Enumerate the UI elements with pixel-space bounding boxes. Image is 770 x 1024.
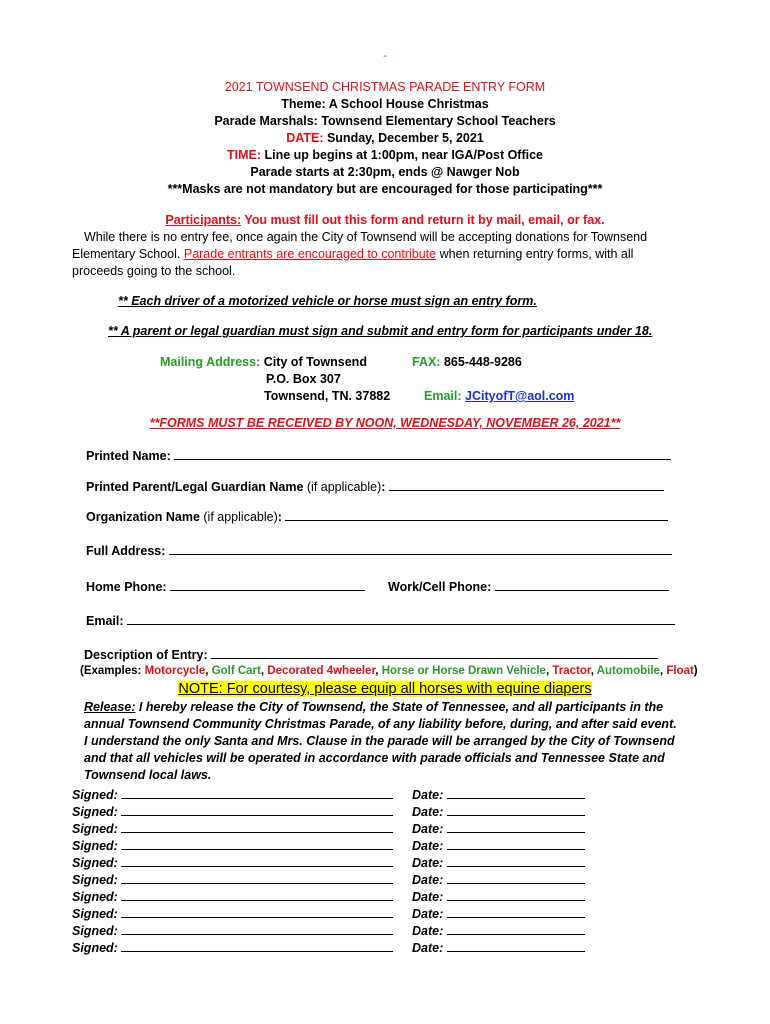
donation-para-2-start: Elementary School. <box>72 247 184 261</box>
signature-date-field[interactable] <box>447 821 585 833</box>
signed-label: Signed: <box>72 856 122 870</box>
full-address-row <box>86 543 672 558</box>
deadline-line: **FORMS MUST BE RECEIVED BY NOON, WEDNESDAY, NOVEMBER 26, 2021** <box>149 416 621 430</box>
signed-label: Signed: <box>72 890 122 904</box>
time-line <box>0 148 770 162</box>
full-address-field[interactable] <box>169 543 672 555</box>
theme-line: Theme: A School House Christmas <box>281 97 489 111</box>
email-link[interactable]: JCityofT@aol.com <box>465 389 575 403</box>
signed-label: Signed: <box>72 941 122 955</box>
printed-name-label: Printed Name: <box>86 449 171 463</box>
fax-label: FAX: <box>412 355 441 369</box>
signature-row <box>72 906 393 921</box>
release-label: Release: <box>84 700 136 714</box>
date-row <box>412 787 585 802</box>
home-phone-label: Home Phone: <box>86 580 167 594</box>
fax-value: 865-448-9286 <box>440 355 522 369</box>
signature-date-label: Date: <box>412 924 447 938</box>
organization-label: Organization Name <box>86 510 200 524</box>
date-row <box>412 923 585 938</box>
signature-field[interactable] <box>121 787 393 799</box>
top-mark: - <box>383 50 387 62</box>
signed-label: Signed: <box>72 805 122 819</box>
work-phone-field[interactable] <box>495 579 669 591</box>
marshals-line: Parade Marshals: Townsend Elementary School Teachers <box>214 114 556 128</box>
signature-row <box>72 787 393 802</box>
signature-date-field[interactable] <box>447 906 585 918</box>
signature-date-label: Date: <box>412 941 447 955</box>
description-row <box>84 647 658 662</box>
signature-date-field[interactable] <box>447 838 585 850</box>
organization-if-applicable: (if applicable) <box>199 510 278 524</box>
email-field-label: Email: <box>86 614 124 628</box>
example-separator: , <box>375 665 382 677</box>
release-text-1: I hereby release the City of Townsend, the State of Tennessee, and all participants in the <box>135 700 664 714</box>
date-label: DATE: <box>286 131 324 145</box>
date-row <box>412 906 585 921</box>
participants-label: Participants: <box>165 213 242 227</box>
note-line-wrap <box>0 681 770 697</box>
home-phone-field[interactable] <box>170 579 365 591</box>
email-contact-label: Email: <box>424 389 462 403</box>
email-field[interactable] <box>127 613 675 625</box>
form-title: 2021 TOWNSEND CHRISTMAS PARADE ENTRY FORM <box>224 80 546 94</box>
mailing-address-value-1: City of Townsend <box>260 355 367 369</box>
signature-date-label: Date: <box>412 788 447 802</box>
home-phone-row <box>86 579 365 594</box>
examples-close: ) <box>693 665 698 677</box>
donation-para-2-end: when returning entry forms, with all <box>436 247 634 261</box>
time-label: TIME: <box>226 148 261 162</box>
example-item: Motorcycle <box>144 665 206 677</box>
signature-field[interactable] <box>121 804 393 816</box>
signature-row <box>72 804 393 819</box>
date-value: Sunday, December 5, 2021 <box>323 131 484 145</box>
release-line-2: annual Townsend Community Christmas Parade, of any liability before, during, and after said event. <box>84 717 677 731</box>
signature-row <box>72 923 393 938</box>
donation-para-2 <box>72 247 633 261</box>
guardian-colon: : <box>381 480 386 494</box>
examples-line <box>80 665 698 677</box>
signature-date-field[interactable] <box>447 787 585 799</box>
example-separator: , <box>260 665 268 677</box>
participants-line <box>0 213 770 227</box>
guardian-name-label: Printed Parent/Legal Guardian Name <box>86 480 304 494</box>
signature-field[interactable] <box>121 906 393 918</box>
signed-label: Signed: <box>72 873 122 887</box>
guardian-if-applicable: (if applicable) <box>303 480 382 494</box>
signature-row <box>72 855 393 870</box>
signature-date-field[interactable] <box>447 872 585 884</box>
signed-label: Signed: <box>72 839 122 853</box>
mailing-address-line1 <box>160 355 367 369</box>
organization-colon: : <box>277 510 282 524</box>
examples-open: (Examples: <box>80 665 145 677</box>
signature-date-label: Date: <box>412 890 447 904</box>
date-row <box>412 821 585 836</box>
description-field[interactable] <box>211 647 658 659</box>
signature-date-label: Date: <box>412 873 447 887</box>
driver-note: ** Each driver of a motorized vehicle or horse must sign an entry form. <box>118 294 537 308</box>
parade-start-line: Parade starts at 2:30pm, ends @ Nawger Nob <box>250 165 520 179</box>
mailing-address-label: Mailing Address: <box>160 355 261 369</box>
signature-field[interactable] <box>121 872 393 884</box>
signed-label: Signed: <box>72 788 122 802</box>
example-separator: , <box>590 665 597 677</box>
date-row <box>412 855 585 870</box>
date-line <box>0 131 770 145</box>
signed-label: Signed: <box>72 924 122 938</box>
example-item: Float <box>666 665 694 677</box>
mailing-address-line2: P.O. Box 307 <box>266 372 341 386</box>
signature-field[interactable] <box>121 923 393 935</box>
signature-field[interactable] <box>121 838 393 850</box>
signature-date-label: Date: <box>412 839 447 853</box>
work-phone-label: Work/Cell Phone: <box>388 580 492 594</box>
release-line-1 <box>84 700 663 714</box>
signature-date-field[interactable] <box>447 940 585 952</box>
date-row <box>412 804 585 819</box>
guardian-name-row <box>86 479 664 494</box>
release-line-3: I understand the only Santa and Mrs. Clause in the parade will be arranged by the City of Townsend <box>84 734 675 748</box>
description-label: Description of Entry: <box>84 648 208 662</box>
signature-date-field[interactable] <box>447 855 585 867</box>
signed-label: Signed: <box>72 822 122 836</box>
signature-row <box>72 821 393 836</box>
fax-line <box>412 355 522 369</box>
signature-field[interactable] <box>121 821 393 833</box>
signature-row <box>72 872 393 887</box>
printed-name-field[interactable] <box>174 448 671 460</box>
time-value: Line up begins at 1:00pm, near IGA/Post Office <box>261 148 544 162</box>
printed-name-row <box>86 448 671 463</box>
organization-field[interactable] <box>285 509 668 521</box>
date-row <box>412 940 585 955</box>
release-line-5: Townsend local laws. <box>84 768 212 782</box>
signature-date-label: Date: <box>412 822 447 836</box>
signed-label: Signed: <box>72 907 122 921</box>
signature-field[interactable] <box>121 889 393 901</box>
date-row <box>412 889 585 904</box>
work-phone-row <box>388 579 669 594</box>
full-address-label: Full Address: <box>86 544 166 558</box>
masks-line: ***Masks are not mandatory but are encouraged for those participating*** <box>167 182 603 196</box>
signature-row <box>72 889 393 904</box>
example-item: Automobile <box>596 665 660 677</box>
participants-text: You must fill out this form and return it by mail, email, or fax. <box>241 213 605 227</box>
signature-field[interactable] <box>121 940 393 952</box>
date-row <box>412 838 585 853</box>
example-separator: , <box>545 665 553 677</box>
release-line-4: and that all vehicles will be operated in accordance with parade officials and Tennessee State and <box>84 751 665 765</box>
signature-row <box>72 940 393 955</box>
example-item: Golf Cart <box>211 665 261 677</box>
date-row <box>412 872 585 887</box>
donation-para-1: While there is no entry fee, once again the City of Townsend will be accepting donations for Townsend <box>84 230 648 244</box>
guardian-note: ** A parent or legal guardian must sign and submit and entry form for participants under 18. <box>108 324 653 338</box>
signature-field[interactable] <box>121 855 393 867</box>
donation-para-3: proceeds going to the school. <box>72 264 236 278</box>
signature-date-label: Date: <box>412 805 447 819</box>
signature-date-field[interactable] <box>447 923 585 935</box>
organization-row <box>86 509 668 524</box>
contribute-link-text: Parade entrants are encouraged to contribute <box>183 247 437 261</box>
signature-date-label: Date: <box>412 856 447 870</box>
example-item: Tractor <box>552 665 591 677</box>
horse-diaper-note: NOTE: For courtesy, please equip all horses with equine diapers <box>178 681 592 697</box>
example-item: Horse or Horse Drawn Vehicle <box>381 665 546 677</box>
email-row <box>86 613 675 628</box>
signature-date-field[interactable] <box>447 889 585 901</box>
mailing-address-line3: Townsend, TN. 37882 <box>264 389 391 403</box>
signature-date-field[interactable] <box>447 804 585 816</box>
example-item: Decorated 4wheeler <box>267 665 376 677</box>
example-separator: , <box>205 665 212 677</box>
guardian-name-field[interactable] <box>389 479 664 491</box>
example-separator: , <box>659 665 667 677</box>
email-contact-line <box>424 389 574 403</box>
signature-row <box>72 838 393 853</box>
signature-date-label: Date: <box>412 907 447 921</box>
examples-items <box>145 665 694 677</box>
